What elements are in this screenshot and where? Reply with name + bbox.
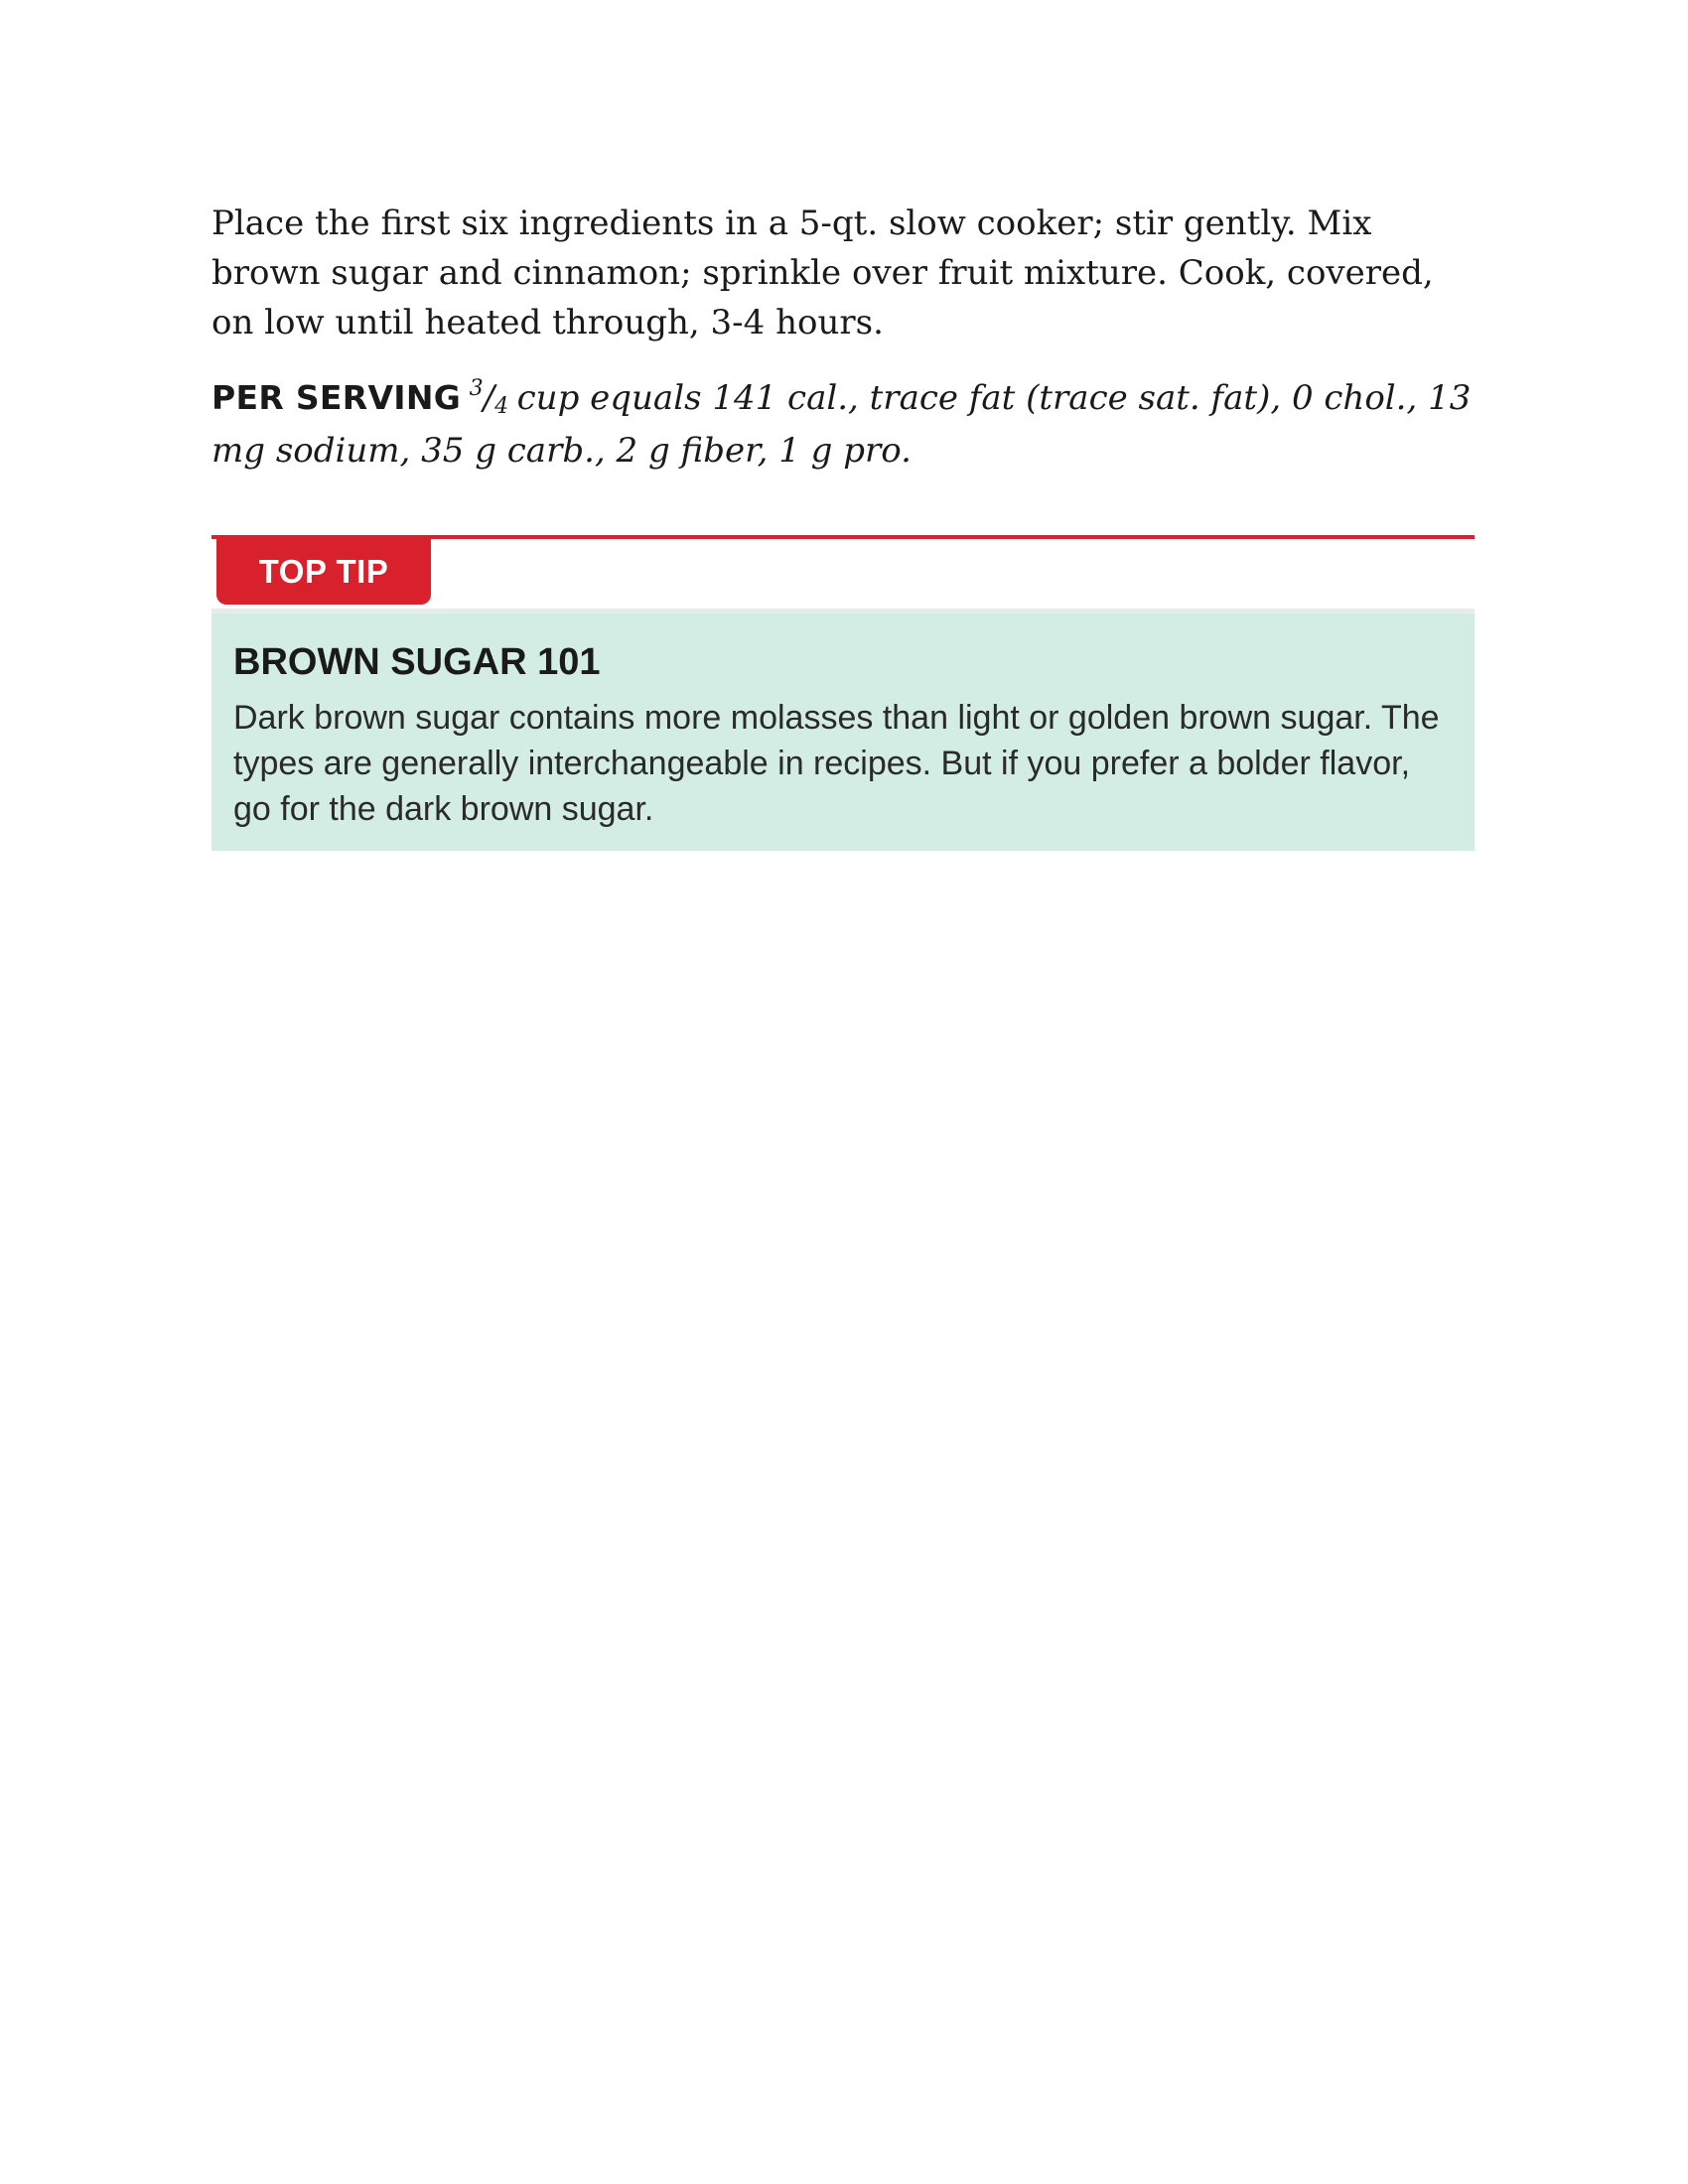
nutrition-details: cup equals 141 cal., trace fat (trace sat. fat), 0 chol., 13 mg sodium, 35 g carb., 2 g fiber, 1 g pro. bbox=[211, 378, 1472, 471]
nutrition-info bbox=[211, 371, 1475, 478]
serving-fraction: $^3/_4$ bbox=[469, 376, 509, 419]
top-tip-box bbox=[211, 609, 1475, 851]
fraction-numerator: 3 bbox=[469, 376, 484, 401]
nutrition-label: PER SERVING bbox=[211, 378, 462, 417]
tip-body: Dark brown sugar contains more molasses than light or golden brown sugar. The types are generally interchangeable in recipes. But if you prefer a bolder flavor, go for the dark brown sugar. bbox=[233, 699, 1440, 828]
tip-title: BROWN SUGAR 101 bbox=[233, 641, 601, 683]
top-tip-tab: TOP TIP bbox=[216, 539, 431, 605]
fraction-denominator: 4 bbox=[494, 394, 509, 419]
recipe-directions: Place the first six ingredients in a 5-qt. slow cooker; stir gently. Mix brown sugar and cinnamon; sprinkle over fruit mixture. Cook, covered, on low until heated through, 3-4 hours. bbox=[211, 204, 1434, 342]
recipe-page bbox=[211, 199, 1475, 851]
tip-tab-row bbox=[211, 539, 1475, 609]
